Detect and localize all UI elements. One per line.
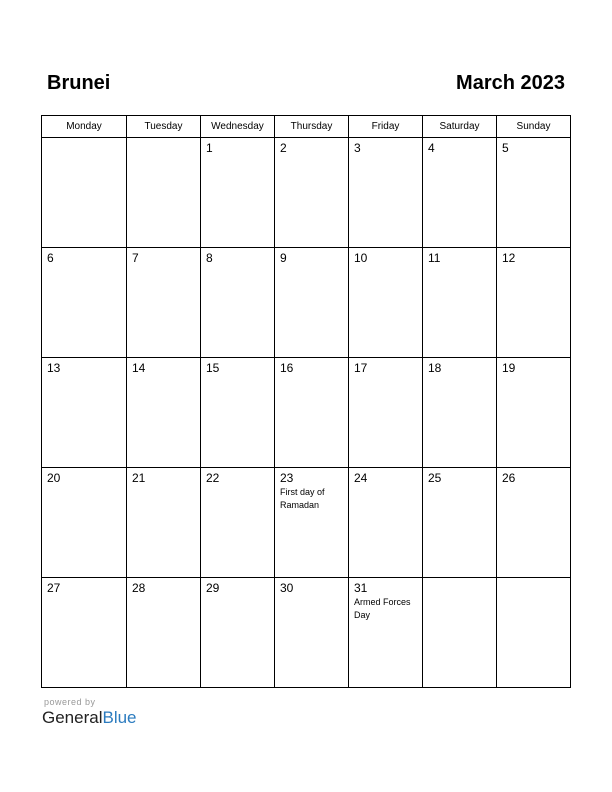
weekday-thursday: Thursday bbox=[275, 116, 349, 138]
day-number: 23 bbox=[280, 471, 294, 485]
day-cell bbox=[275, 468, 349, 578]
holiday-label: Armed Forces Day bbox=[354, 597, 411, 620]
day-cell bbox=[42, 138, 127, 248]
day-number: 4 bbox=[428, 141, 435, 155]
calendar-grid bbox=[41, 115, 571, 688]
day-number: 25 bbox=[428, 471, 442, 485]
day-number: 13 bbox=[47, 361, 61, 375]
day-number: 5 bbox=[502, 141, 509, 155]
day-number: 12 bbox=[502, 251, 516, 265]
weekday-header-row bbox=[42, 116, 571, 138]
country-title: Brunei bbox=[47, 72, 111, 94]
day-number: 10 bbox=[354, 251, 368, 265]
day-cell bbox=[42, 358, 127, 468]
day-number: 21 bbox=[132, 471, 146, 485]
day-cell bbox=[349, 248, 423, 358]
day-cell bbox=[349, 358, 423, 468]
day-cell bbox=[275, 358, 349, 468]
day-cell bbox=[497, 138, 571, 248]
day-number: 3 bbox=[354, 141, 361, 155]
day-number: 15 bbox=[206, 361, 220, 375]
day-cell bbox=[201, 138, 275, 248]
weekday-wednesday: Wednesday bbox=[201, 116, 275, 138]
day-number: 29 bbox=[206, 581, 220, 595]
day-cell bbox=[42, 578, 127, 688]
day-number: 31 bbox=[354, 581, 368, 595]
day-cell bbox=[423, 138, 497, 248]
day-cell bbox=[349, 578, 423, 688]
day-cell bbox=[127, 138, 201, 248]
day-cell bbox=[275, 578, 349, 688]
day-cell bbox=[127, 248, 201, 358]
day-number: 11 bbox=[428, 251, 441, 265]
day-cell bbox=[42, 248, 127, 358]
day-number: 8 bbox=[206, 251, 213, 265]
powered-by-text: powered by bbox=[44, 697, 96, 707]
holiday-label: First day of Ramadan bbox=[280, 487, 325, 510]
day-number: 18 bbox=[428, 361, 442, 375]
weekday-sunday: Sunday bbox=[497, 116, 571, 138]
day-number: 19 bbox=[502, 361, 516, 375]
day-cell bbox=[201, 578, 275, 688]
day-number: 22 bbox=[206, 471, 220, 485]
day-cell bbox=[497, 358, 571, 468]
day-number: 1 bbox=[206, 141, 213, 155]
day-cell bbox=[127, 578, 201, 688]
week-row bbox=[42, 468, 571, 578]
week-row bbox=[42, 578, 571, 688]
day-cell bbox=[349, 138, 423, 248]
day-number: 27 bbox=[47, 581, 61, 595]
day-number: 20 bbox=[47, 471, 61, 485]
day-cell bbox=[497, 578, 571, 688]
day-cell bbox=[127, 468, 201, 578]
day-cell bbox=[275, 138, 349, 248]
logo-blue: Blue bbox=[102, 708, 137, 727]
week-row bbox=[42, 358, 571, 468]
day-cell bbox=[423, 468, 497, 578]
day-cell bbox=[497, 468, 571, 578]
day-number: 14 bbox=[132, 361, 146, 375]
day-number: 7 bbox=[132, 251, 139, 265]
weekday-saturday: Saturday bbox=[423, 116, 497, 138]
day-number: 24 bbox=[354, 471, 368, 485]
day-number: 17 bbox=[354, 361, 368, 375]
day-cell bbox=[127, 358, 201, 468]
day-cell bbox=[423, 578, 497, 688]
day-number: 9 bbox=[280, 251, 287, 265]
day-cell bbox=[201, 358, 275, 468]
weekday-tuesday: Tuesday bbox=[127, 116, 201, 138]
day-number: 30 bbox=[280, 581, 294, 595]
day-cell bbox=[423, 358, 497, 468]
weekday-monday: Monday bbox=[42, 116, 127, 138]
day-number: 28 bbox=[132, 581, 146, 595]
day-cell bbox=[201, 248, 275, 358]
day-cell bbox=[275, 248, 349, 358]
generalblue-logo bbox=[42, 708, 137, 728]
day-number: 6 bbox=[47, 251, 54, 265]
month-title: March 2023 bbox=[456, 72, 565, 94]
day-cell bbox=[42, 468, 127, 578]
day-cell bbox=[349, 468, 423, 578]
day-cell bbox=[423, 248, 497, 358]
day-number: 16 bbox=[280, 361, 294, 375]
logo-general: General bbox=[42, 708, 103, 727]
day-cell bbox=[201, 468, 275, 578]
weekday-friday: Friday bbox=[349, 116, 423, 138]
week-row bbox=[42, 248, 571, 358]
day-cell bbox=[497, 248, 571, 358]
day-number: 2 bbox=[280, 141, 287, 155]
day-number: 26 bbox=[502, 471, 516, 485]
week-row bbox=[42, 138, 571, 248]
